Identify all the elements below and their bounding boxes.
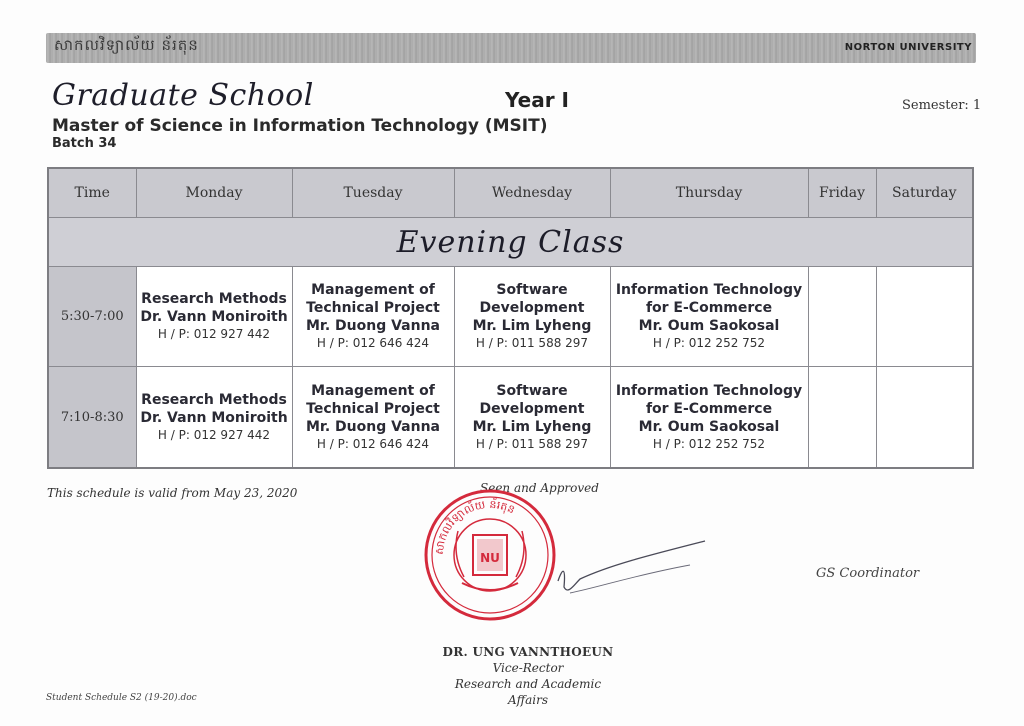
lecturer-phone: H / P: 012 646 424 [316, 436, 430, 451]
lecturer-phone: H / P: 012 252 752 [652, 436, 766, 451]
class-cell-thursday [610, 367, 808, 468]
semester-label: Semester: 1 [902, 98, 982, 113]
course-name: Research Methods [141, 291, 287, 308]
empty-cell-saturday [876, 367, 973, 468]
class-cell-monday [136, 267, 292, 367]
seal-ring-text: សាកលវិទ្យាល័យ ន័រតុន [432, 497, 517, 556]
class-cell-thursday [610, 267, 808, 367]
class-cell-wednesday [454, 267, 610, 367]
table-row [48, 367, 973, 468]
class-cell-tuesday [292, 367, 454, 468]
file-name-label: Student Schedule S2 (19-20).doc [46, 693, 197, 703]
course-name: Research Methods [141, 391, 287, 408]
signatory-department: Research and Academic Affairs [454, 677, 602, 707]
class-cell-monday [136, 367, 292, 468]
header-friday: Friday [808, 168, 876, 218]
table-row [48, 267, 973, 367]
seen-approved-label: Seen and Approved [480, 481, 599, 495]
class-cell-wednesday [454, 367, 610, 468]
course-name: Information Technology for E-Commerce [615, 282, 803, 317]
lecturer-name: Mr. Lim Lyheng [472, 318, 592, 335]
signatory-name: DR. UNG VANNTHOEUN [442, 645, 614, 659]
course-name: Software Development [479, 382, 585, 417]
course-name: Management of Technical Project [306, 382, 440, 417]
lecturer-phone: H / P: 012 252 752 [652, 336, 766, 351]
lecturer-phone: H / P: 011 588 297 [475, 436, 589, 451]
validity-note: This schedule is valid from May 23, 2020 [47, 486, 298, 500]
empty-cell-friday [808, 267, 876, 367]
signature-icon [540, 535, 720, 605]
lecturer-phone: H / P: 012 927 442 [157, 427, 271, 442]
course-name: Software Development [479, 282, 585, 317]
english-university-name: NORTON UNIVERSITY [844, 42, 972, 53]
seal-monogram: NU [480, 551, 500, 565]
lecturer-phone: H / P: 012 646 424 [316, 336, 430, 351]
header-wednesday: Wednesday [454, 168, 610, 218]
time-slot: 5:30-7:00 [48, 267, 136, 367]
graduate-school-title: Graduate School [52, 78, 314, 113]
banner-row [48, 218, 973, 267]
lecturer-name: Mr. Oum Saokosal [638, 418, 780, 435]
lecturer-phone: H / P: 011 588 297 [475, 336, 589, 351]
time-slot: 7:10-8:30 [48, 367, 136, 468]
lecturer-phone: H / P: 012 927 442 [157, 327, 271, 342]
lecturer-name: Mr. Lim Lyheng [472, 418, 592, 435]
empty-cell-saturday [876, 267, 973, 367]
lecturer-name: Mr. Duong Vanna [306, 318, 440, 335]
evening-class-banner: Evening Class [48, 218, 973, 267]
lecturer-name: Dr. Vann Moniroith [140, 309, 288, 326]
header-time: Time [48, 168, 136, 218]
header-thursday: Thursday [610, 168, 808, 218]
batch-label: Batch 34 [52, 136, 117, 151]
class-cell-tuesday [292, 267, 454, 367]
table-header-row [48, 168, 973, 218]
university-seal-icon [422, 487, 558, 623]
course-name: Information Technology for E-Commerce [615, 382, 803, 417]
program-title: Master of Science in Information Technology (MSIT) [52, 116, 548, 136]
header-monday: Monday [136, 168, 292, 218]
khmer-university-name: សាកលវិទ្យាល័យ ន័រតុន [54, 36, 199, 54]
course-name: Management of Technical Project [306, 282, 440, 317]
lecturer-name: Mr. Oum Saokosal [638, 318, 780, 335]
year-label: Year I [505, 88, 569, 112]
schedule-table [47, 167, 974, 469]
header-tuesday: Tuesday [292, 168, 454, 218]
header-saturday: Saturday [876, 168, 973, 218]
signatory-title: Vice-Rector [492, 661, 564, 675]
lecturer-name: Mr. Duong Vanna [306, 418, 440, 435]
gs-coordinator-label: GS Coordinator [816, 566, 920, 581]
empty-cell-friday [808, 367, 876, 468]
lecturer-name: Dr. Vann Moniroith [140, 409, 288, 426]
signatory-block [438, 644, 618, 708]
university-header-band [46, 33, 976, 63]
